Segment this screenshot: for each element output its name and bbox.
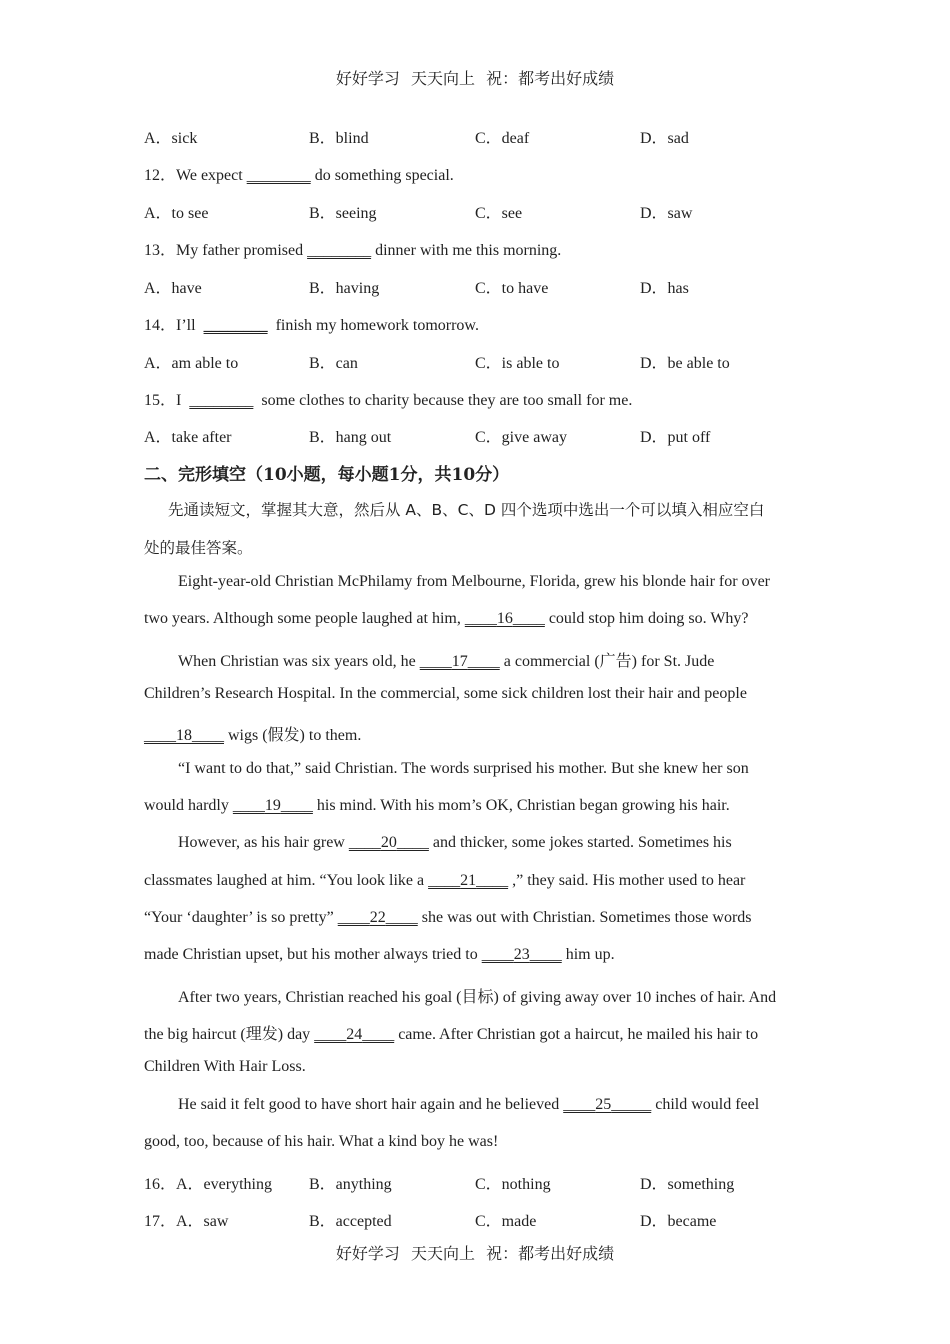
q13-pre: My father promised xyxy=(176,242,304,259)
q17-option-a: 17．A．saw xyxy=(144,1213,229,1230)
passage-line xyxy=(178,648,714,671)
q17-option-d: D．became xyxy=(640,1213,717,1230)
passage-line: “I want to do that,” said Christian. The words surprised his mother. But she knew her son xyxy=(178,760,749,777)
q13-option-b: B．having xyxy=(309,280,380,297)
passage-text: would hardly xyxy=(144,797,229,814)
passage-line: After two years, Christian reached his goal (目标) of giving away over 10 inches of hair. And xyxy=(178,989,777,1006)
section-title: 二、完形填空（10小题，每小题1分，共10分） xyxy=(144,465,510,485)
passage-line xyxy=(144,610,749,628)
q14-option-a: A．am able to xyxy=(144,355,239,372)
q16-option-b: B．anything xyxy=(309,1176,392,1193)
q13-blank: ________ xyxy=(307,242,372,259)
passage-text: him up. xyxy=(565,946,615,963)
q13-option-a: A．have xyxy=(144,280,202,297)
q15-pre: I xyxy=(176,392,182,409)
q13-stem xyxy=(144,237,561,260)
q13-option-d: D．has xyxy=(640,280,689,297)
q14-number: 14． xyxy=(144,317,177,334)
q15-option-b: B．hang out xyxy=(309,429,392,446)
passage-text: came. After Christian got a haircut, he mailed his hair to xyxy=(398,1026,759,1043)
passage-text: could stop him doing so. Why? xyxy=(548,610,749,627)
q15-option-a: A．take after xyxy=(144,429,232,446)
q12-blank: ________ xyxy=(246,167,311,184)
passage-line xyxy=(144,909,752,927)
q17-option-b: B．accepted xyxy=(309,1213,392,1230)
passage-text: However, as his hair grew xyxy=(178,834,345,851)
passage-text: classmates laughed at him. “You look like a xyxy=(144,872,425,889)
passage-line xyxy=(144,722,361,745)
q12-number: 12． xyxy=(144,167,177,184)
passage-line xyxy=(144,946,615,964)
q16-option-d: D．something xyxy=(640,1176,735,1193)
q14-post: finish my homework tomorrow. xyxy=(275,317,479,334)
q15-post: some clothes to charity because they are too small for me. xyxy=(261,392,633,409)
passage-text: the big haircut (理发) day xyxy=(144,1026,311,1043)
passage-text: made Christian upset, but his mother always tried to xyxy=(144,946,478,963)
q12-option-c: C．see xyxy=(475,205,523,222)
blank-23: ____23____ xyxy=(481,946,562,963)
q11-option-b: B．blind xyxy=(309,130,369,147)
page-header: 好好学习 天天向上 祝：都考出好成绩 xyxy=(335,69,615,88)
passage-line xyxy=(144,1021,758,1044)
passage-line: good, too, because of his hair. What a kind boy he was! xyxy=(144,1133,499,1150)
blank-22: ____22____ xyxy=(337,909,418,926)
q15-option-d: D．put off xyxy=(640,429,711,446)
q16-option-c: C．nothing xyxy=(475,1176,551,1193)
passage-line xyxy=(178,1096,759,1114)
passage-text: wigs (假发) to them. xyxy=(228,727,362,744)
blank-16: ____16____ xyxy=(464,610,545,627)
q15-blank: ________ xyxy=(189,392,254,409)
passage-line xyxy=(178,834,732,852)
q14-option-d: D．be able to xyxy=(640,355,730,372)
q14-stem xyxy=(144,312,479,335)
blank-17: ____17____ xyxy=(419,653,500,670)
q13-option-c: C．to have xyxy=(475,280,549,297)
section-instruction-line1: 先通读短文，掌握其大意，然后从 A、B、C、D 四个选项中选出一个可以填入相应空白 xyxy=(168,501,765,519)
q16-option-a: 16．A．everything xyxy=(144,1176,272,1193)
passage-text: ,” they said. His mother used to hear xyxy=(512,872,746,889)
q13-post: dinner with me this morning. xyxy=(375,242,562,259)
blank-19: ____19____ xyxy=(232,797,313,814)
q12-post: do something special. xyxy=(314,167,454,184)
q13-number: 13． xyxy=(144,242,177,259)
blank-24: ____24____ xyxy=(314,1026,395,1043)
q12-option-d: D．saw xyxy=(640,205,693,222)
passage-text: He said it felt good to have short hair again and he believed xyxy=(178,1096,560,1113)
passage-text: “Your ‘daughter’ is so pretty” xyxy=(144,909,334,926)
q15-stem xyxy=(144,387,632,410)
blank-21: ____21____ xyxy=(428,872,509,889)
blank-25: ____25_____ xyxy=(563,1096,652,1113)
q14-option-c: C．is able to xyxy=(475,355,560,372)
passage-text: and thicker, some jokes started. Sometimes his xyxy=(432,834,732,851)
section-instruction-line2: 处的最佳答案。 xyxy=(144,539,253,557)
q15-option-c: C．give away xyxy=(475,429,567,446)
passage-text: two years. Although some people laughed at him, xyxy=(144,610,461,627)
q12-option-a: A．to see xyxy=(144,205,209,222)
q11-option-a: A．sick xyxy=(144,130,198,147)
passage-line xyxy=(144,797,730,815)
q11-option-d: D．sad xyxy=(640,130,689,147)
blank-18: ____18____ xyxy=(144,727,224,744)
q11-option-c: C．deaf xyxy=(475,130,530,147)
q12-pre: We expect xyxy=(176,167,243,184)
blank-20: ____20____ xyxy=(348,834,429,851)
passage-line: Eight-year-old Christian McPhilamy from Melbourne, Florida, grew his blonde hair for over xyxy=(178,573,770,590)
passage-text: child would feel xyxy=(655,1096,760,1113)
q14-pre: I’ll xyxy=(176,317,196,334)
passage-line xyxy=(144,872,745,890)
q15-number: 15． xyxy=(144,392,177,409)
passage-text: a commercial (广告) for St. Jude xyxy=(503,653,715,670)
passage-text: his mind. With his mom’s OK, Christian began growing his hair. xyxy=(316,797,730,814)
passage-line: Children’s Research Hospital. In the commercial, some sick children lost their hair and people xyxy=(144,685,747,702)
q14-blank: ________ xyxy=(203,317,268,334)
q12-option-b: B．seeing xyxy=(309,205,377,222)
page-footer: 好好学习 天天向上 祝：都考出好成绩 xyxy=(335,1244,615,1263)
passage-text: she was out with Christian. Sometimes those words xyxy=(421,909,752,926)
q12-stem xyxy=(144,162,454,185)
q14-option-b: B．can xyxy=(309,355,358,372)
passage-line: Children With Hair Loss. xyxy=(144,1058,306,1075)
q17-option-c: C．made xyxy=(475,1213,537,1230)
passage-text: When Christian was six years old, he xyxy=(178,653,416,670)
